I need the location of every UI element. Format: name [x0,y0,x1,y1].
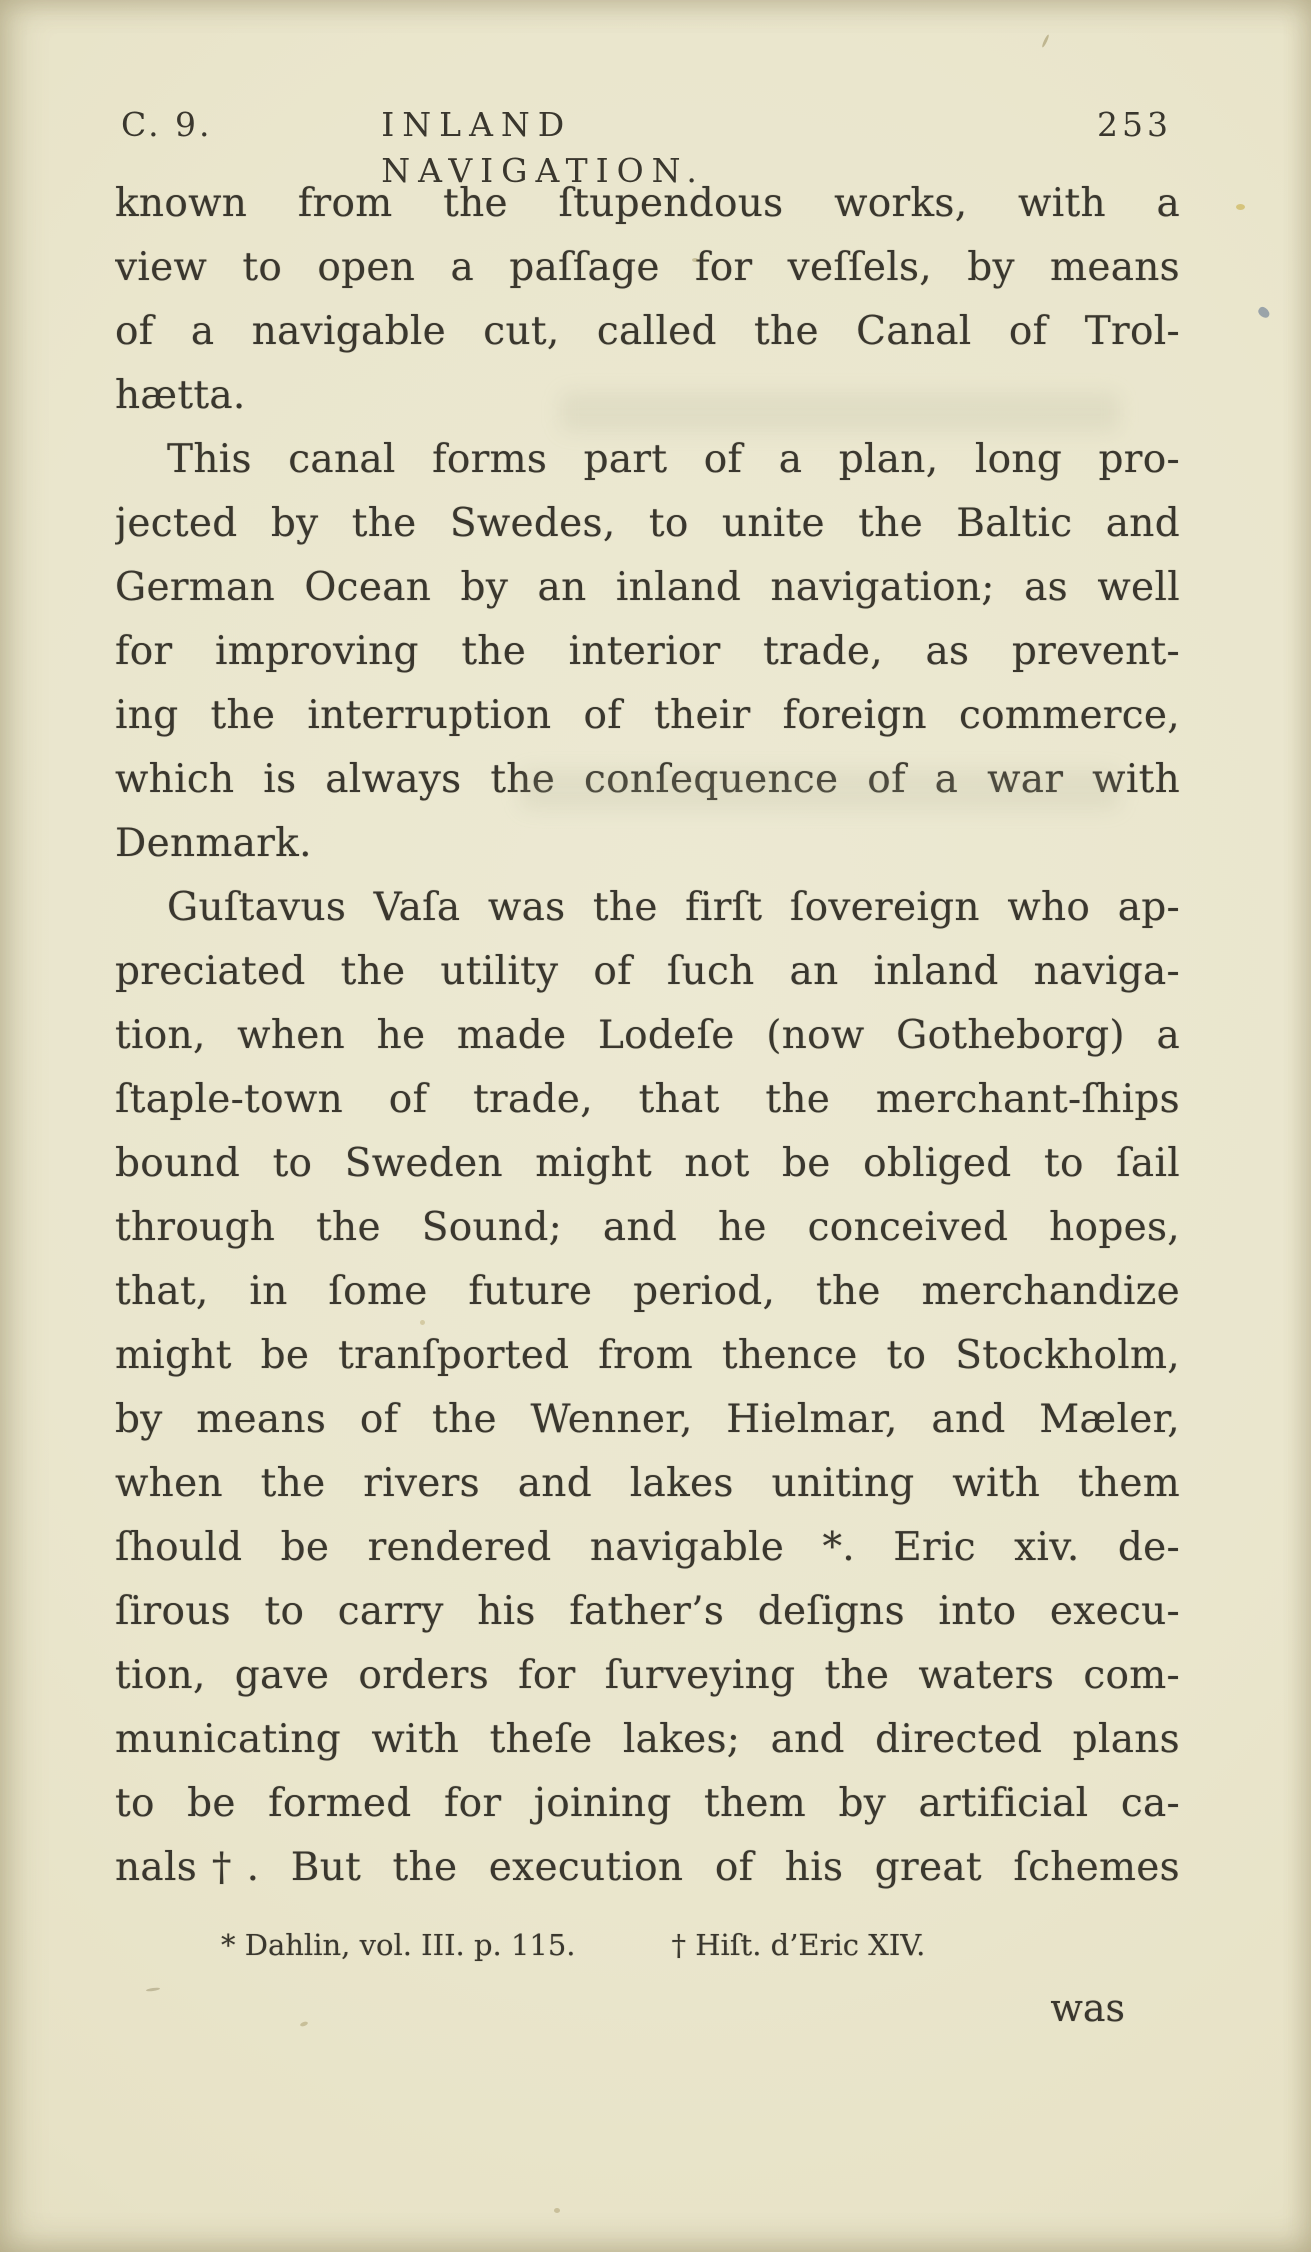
text-line: might be tranſported from thence to Stockholm, [115,1333,1180,1378]
text-line: of a navigable cut, called the Canal of Trol- [115,309,1180,354]
footnote: * Dahlin, vol. III. p. 115. [221,1928,576,1962]
footnote-row [115,1926,1180,1964]
text-line: known from the ſtupendous works, with a [115,181,1180,226]
paper-speck [1041,34,1050,48]
text-line: This canal forms part of a plan, long pro- [167,437,1180,482]
text-line: tion, when he made Lodeſe (now Gotheborg) a [115,1013,1180,1058]
text-line: that, in ſome future period, the merchandize [115,1269,1180,1314]
paragraph [115,876,1180,1900]
footnote: † Hiſt. d’Eric XIV. [671,1928,926,1962]
text-line: German Ocean by an inland navigation; as well [115,565,1180,610]
page-number: 253 [1097,105,1172,144]
text-line: preciated the utility of ſuch an inland naviga- [115,949,1180,994]
text-line: hætta. [115,373,246,418]
paragraph [115,172,1180,428]
catchword-row [115,1982,1125,2034]
text-line: Guſtavus Vaſa was the firſt ſovereign who ap- [167,885,1180,930]
text-line: when the rivers and lakes uniting with them [115,1461,1180,1506]
paper-speck [1257,305,1272,319]
paper-speck [554,2208,560,2213]
chapter-number: C. 9. [121,105,213,144]
text-line: ſirous to carry his father’s deſigns into execu- [115,1589,1180,1634]
text-line: municating with theſe lakes; and directed plans [115,1717,1180,1762]
text-line: ſhould be rendered navigable *. Eric xiv. de- [115,1525,1180,1570]
text-line: to be formed for joining them by artificial ca- [115,1781,1180,1826]
catchword: was [1050,1986,1125,2030]
text-line: Denmark. [115,821,312,866]
paragraph [115,428,1180,876]
page-title: INLAND NAVIGATION. [381,105,705,190]
text-line: jected by the Swedes, to unite the Baltic and [115,501,1180,546]
text-line: tion, gave orders for ſurveying the waters com- [115,1653,1180,1698]
paper-speck [1236,204,1245,210]
text-line: through the Sound; and he conceived hopes, [115,1205,1180,1250]
body-text [115,172,1180,1900]
text-line: view to open a paſſage for veſſels, by means [115,245,1180,290]
text-line: bound to Sweden might not be obliged to ſail [115,1141,1180,1186]
text-line: by means of the Wenner, Hielmar, and Mæler, [115,1397,1180,1442]
text-line: for improving the interior trade, as prevent- [115,629,1180,674]
text-line: which is always the conſequence of a war with [115,757,1180,802]
text-line: nals†. But the execution of his great ſchemes [115,1845,1180,1890]
text-line: ing the interruption of their foreign commerce, [115,693,1180,738]
text-line: ſtaple-town of trade, that the merchant-ſhips [115,1077,1180,1122]
running-head [115,102,1180,190]
